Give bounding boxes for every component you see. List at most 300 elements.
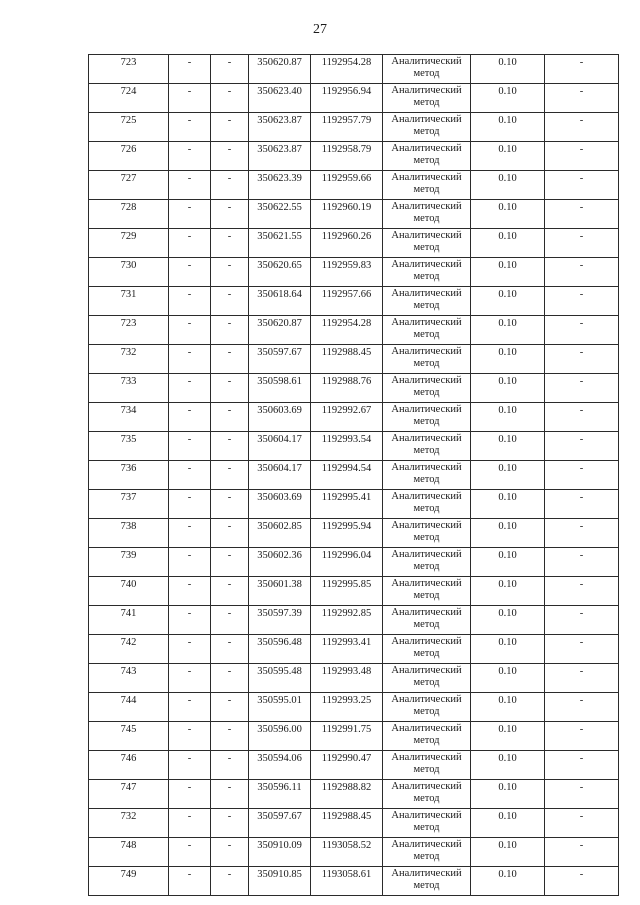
method-label-line1: Аналитический [391,259,462,270]
table-row [89,809,619,838]
dash-cell: - [211,867,249,896]
dash-cell: - [211,432,249,461]
dash-cell: - [169,432,211,461]
dash-cell: - [211,200,249,229]
method-cell [383,345,471,374]
dash-cell: - [169,171,211,200]
point-number-cell: 744 [89,693,169,722]
y-coordinate-cell: 1192996.04 [311,548,383,577]
x-coordinate-cell: 350622.55 [249,200,311,229]
dash-cell: - [211,780,249,809]
method-cell [383,635,471,664]
dash-cell: - [169,751,211,780]
dash-cell: - [211,751,249,780]
y-coordinate-cell: 1192957.79 [311,113,383,142]
method-cell [383,664,471,693]
dash-cell: - [169,84,211,113]
method-label-line2: метод [413,415,440,427]
table-row [89,664,619,693]
point-number-cell: 723 [89,316,169,345]
dash-cell: - [211,113,249,142]
dash-cell: - [211,374,249,403]
method-cell [383,548,471,577]
table-row [89,200,619,229]
y-coordinate-cell: 1192995.85 [311,577,383,606]
x-coordinate-cell: 350620.65 [249,258,311,287]
method-label-line2: метод [413,821,440,833]
x-coordinate-cell: 350597.67 [249,809,311,838]
method-label-line2: метод [413,589,440,601]
dash-cell: - [211,258,249,287]
table-row [89,461,619,490]
method-label-line2: метод [413,299,440,311]
method-label-line2: метод [413,386,440,398]
method-label-line1: Аналитический [391,317,462,328]
note-cell: - [545,142,619,171]
method-label-line1: Аналитический [391,607,462,618]
note-cell: - [545,84,619,113]
method-label-line2: метод [413,444,440,456]
point-number-cell: 737 [89,490,169,519]
accuracy-cell: 0.10 [471,142,545,171]
note-cell: - [545,461,619,490]
table-row [89,258,619,287]
method-label-line1: Аналитический [391,636,462,647]
y-coordinate-cell: 1192993.48 [311,664,383,693]
table-row [89,374,619,403]
point-number-cell: 733 [89,374,169,403]
table-row [89,84,619,113]
y-coordinate-cell: 1193058.52 [311,838,383,867]
y-coordinate-cell: 1192957.66 [311,287,383,316]
note-cell: - [545,113,619,142]
method-label-line1: Аналитический [391,810,462,821]
dash-cell: - [211,693,249,722]
dash-cell: - [169,258,211,287]
dash-cell: - [211,229,249,258]
table-row [89,287,619,316]
method-label-line1: Аналитический [391,665,462,676]
method-cell [383,113,471,142]
dash-cell: - [169,200,211,229]
method-cell [383,577,471,606]
point-number-cell: 742 [89,635,169,664]
x-coordinate-cell: 350910.09 [249,838,311,867]
note-cell: - [545,316,619,345]
method-label-line1: Аналитический [391,520,462,531]
method-cell [383,780,471,809]
method-label-line2: метод [413,125,440,137]
accuracy-cell: 0.10 [471,171,545,200]
note-cell: - [545,55,619,84]
table-row [89,55,619,84]
note-cell: - [545,432,619,461]
accuracy-cell: 0.10 [471,780,545,809]
dash-cell: - [211,461,249,490]
dash-cell: - [169,577,211,606]
x-coordinate-cell: 350604.17 [249,461,311,490]
y-coordinate-cell: 1192988.45 [311,809,383,838]
accuracy-cell: 0.10 [471,809,545,838]
accuracy-cell: 0.10 [471,84,545,113]
note-cell: - [545,403,619,432]
point-number-cell: 736 [89,461,169,490]
x-coordinate-cell: 350620.87 [249,316,311,345]
y-coordinate-cell: 1192988.82 [311,780,383,809]
note-cell: - [545,780,619,809]
dash-cell: - [169,519,211,548]
table-row [89,838,619,867]
dash-cell: - [211,577,249,606]
accuracy-cell: 0.10 [471,432,545,461]
dash-cell: - [211,55,249,84]
dash-cell: - [211,171,249,200]
method-cell [383,55,471,84]
accuracy-cell: 0.10 [471,403,545,432]
method-label-line1: Аналитический [391,114,462,125]
method-label-line2: метод [413,270,440,282]
accuracy-cell: 0.10 [471,229,545,258]
page-number: 27 [313,22,327,37]
dash-cell: - [169,809,211,838]
point-number-cell: 743 [89,664,169,693]
method-label-line2: метод [413,850,440,862]
method-label-line2: метод [413,183,440,195]
dash-cell: - [169,461,211,490]
table-row [89,229,619,258]
note-cell: - [545,229,619,258]
x-coordinate-cell: 350603.69 [249,403,311,432]
accuracy-cell: 0.10 [471,577,545,606]
dash-cell: - [169,490,211,519]
dash-cell: - [211,345,249,374]
method-cell [383,867,471,896]
accuracy-cell: 0.10 [471,316,545,345]
method-label-line1: Аналитический [391,288,462,299]
method-label-line1: Аналитический [391,201,462,212]
x-coordinate-cell: 350604.17 [249,432,311,461]
note-cell: - [545,722,619,751]
point-number-cell: 740 [89,577,169,606]
accuracy-cell: 0.10 [471,722,545,751]
method-label-line1: Аналитический [391,404,462,415]
point-number-cell: 725 [89,113,169,142]
note-cell: - [545,345,619,374]
x-coordinate-cell: 350618.64 [249,287,311,316]
accuracy-cell: 0.10 [471,55,545,84]
y-coordinate-cell: 1192993.25 [311,693,383,722]
y-coordinate-cell: 1192988.45 [311,345,383,374]
accuracy-cell: 0.10 [471,374,545,403]
note-cell: - [545,664,619,693]
method-label-line2: метод [413,618,440,630]
method-label-line2: метод [413,212,440,224]
method-cell [383,490,471,519]
accuracy-cell: 0.10 [471,287,545,316]
method-label-line1: Аналитический [391,230,462,241]
y-coordinate-cell: 1192959.83 [311,258,383,287]
method-label-line1: Аналитический [391,723,462,734]
y-coordinate-cell: 1192988.76 [311,374,383,403]
method-label-line2: метод [413,676,440,688]
dash-cell: - [169,55,211,84]
method-label-line2: метод [413,531,440,543]
method-label-line2: метод [413,154,440,166]
y-coordinate-cell: 1192960.26 [311,229,383,258]
point-number-cell: 728 [89,200,169,229]
method-label-line1: Аналитический [391,839,462,850]
method-cell [383,403,471,432]
y-coordinate-cell: 1192956.94 [311,84,383,113]
method-cell [383,316,471,345]
method-cell [383,809,471,838]
note-cell: - [545,490,619,519]
accuracy-cell: 0.10 [471,200,545,229]
y-coordinate-cell: 1192994.54 [311,461,383,490]
accuracy-cell: 0.10 [471,664,545,693]
accuracy-cell: 0.10 [471,751,545,780]
x-coordinate-cell: 350595.01 [249,693,311,722]
note-cell: - [545,287,619,316]
dash-cell: - [169,403,211,432]
x-coordinate-cell: 350621.55 [249,229,311,258]
method-label-line2: метод [413,241,440,253]
point-number-cell: 739 [89,548,169,577]
point-number-cell: 748 [89,838,169,867]
point-number-cell: 746 [89,751,169,780]
x-coordinate-cell: 350597.39 [249,606,311,635]
method-cell [383,171,471,200]
x-coordinate-cell: 350596.48 [249,635,311,664]
y-coordinate-cell: 1192993.54 [311,432,383,461]
method-cell [383,693,471,722]
method-label-line1: Аналитический [391,694,462,705]
x-coordinate-cell: 350623.39 [249,171,311,200]
method-cell [383,258,471,287]
table-row [89,171,619,200]
table-row [89,113,619,142]
accuracy-cell: 0.10 [471,490,545,519]
dash-cell: - [211,490,249,519]
dash-cell: - [169,664,211,693]
method-label-line1: Аналитический [391,172,462,183]
dash-cell: - [211,142,249,171]
table-row [89,316,619,345]
dash-cell: - [169,548,211,577]
table-row [89,345,619,374]
dash-cell: - [211,809,249,838]
method-label-line2: метод [413,67,440,79]
accuracy-cell: 0.10 [471,113,545,142]
method-cell [383,722,471,751]
note-cell: - [545,258,619,287]
table-row [89,548,619,577]
y-coordinate-cell: 1192954.28 [311,316,383,345]
table-row [89,432,619,461]
method-label-line1: Аналитический [391,462,462,473]
note-cell: - [545,606,619,635]
method-label-line2: метод [413,763,440,775]
dash-cell: - [211,84,249,113]
dash-cell: - [169,287,211,316]
x-coordinate-cell: 350623.87 [249,113,311,142]
method-label-line1: Аналитический [391,85,462,96]
table-row [89,577,619,606]
method-cell [383,200,471,229]
accuracy-cell: 0.10 [471,258,545,287]
method-label-line1: Аналитический [391,752,462,763]
dash-cell: - [211,403,249,432]
x-coordinate-cell: 350595.48 [249,664,311,693]
coordinates-table-body [89,55,619,896]
dash-cell: - [211,635,249,664]
dash-cell: - [211,664,249,693]
table-row [89,606,619,635]
dash-cell: - [169,838,211,867]
x-coordinate-cell: 350623.87 [249,142,311,171]
point-number-cell: 731 [89,287,169,316]
method-label-line2: метод [413,357,440,369]
table-row [89,403,619,432]
accuracy-cell: 0.10 [471,548,545,577]
y-coordinate-cell: 1192992.85 [311,606,383,635]
point-number-cell: 727 [89,171,169,200]
method-label-line1: Аналитический [391,781,462,792]
method-cell [383,432,471,461]
point-number-cell: 724 [89,84,169,113]
method-label-line1: Аналитический [391,56,462,67]
dash-cell: - [169,113,211,142]
note-cell: - [545,809,619,838]
y-coordinate-cell: 1192959.66 [311,171,383,200]
point-number-cell: 749 [89,867,169,896]
point-number-cell: 735 [89,432,169,461]
x-coordinate-cell: 350601.38 [249,577,311,606]
note-cell: - [545,577,619,606]
dash-cell: - [169,867,211,896]
accuracy-cell: 0.10 [471,693,545,722]
method-cell [383,142,471,171]
dash-cell: - [211,548,249,577]
dash-cell: - [169,316,211,345]
table-row [89,490,619,519]
table-row [89,693,619,722]
accuracy-cell: 0.10 [471,345,545,374]
method-label-line1: Аналитический [391,433,462,444]
coordinates-table [88,54,619,896]
x-coordinate-cell: 350910.85 [249,867,311,896]
y-coordinate-cell: 1192993.41 [311,635,383,664]
y-coordinate-cell: 1192990.47 [311,751,383,780]
dash-cell: - [169,229,211,258]
method-label-line1: Аналитический [391,549,462,560]
point-number-cell: 732 [89,809,169,838]
note-cell: - [545,693,619,722]
x-coordinate-cell: 350623.40 [249,84,311,113]
method-label-line2: метод [413,473,440,485]
point-number-cell: 745 [89,722,169,751]
accuracy-cell: 0.10 [471,606,545,635]
y-coordinate-cell: 1192991.75 [311,722,383,751]
dash-cell: - [211,838,249,867]
point-number-cell: 738 [89,519,169,548]
note-cell: - [545,548,619,577]
method-cell [383,374,471,403]
method-cell [383,838,471,867]
point-number-cell: 726 [89,142,169,171]
dash-cell: - [169,374,211,403]
x-coordinate-cell: 350598.61 [249,374,311,403]
method-label-line1: Аналитический [391,143,462,154]
accuracy-cell: 0.10 [471,461,545,490]
table-row [89,722,619,751]
method-cell [383,229,471,258]
method-cell [383,519,471,548]
note-cell: - [545,635,619,664]
point-number-cell: 747 [89,780,169,809]
method-label-line2: метод [413,879,440,891]
dash-cell: - [169,722,211,751]
note-cell: - [545,867,619,896]
y-coordinate-cell: 1192995.94 [311,519,383,548]
point-number-cell: 734 [89,403,169,432]
note-cell: - [545,838,619,867]
x-coordinate-cell: 350603.69 [249,490,311,519]
table-row [89,142,619,171]
dash-cell: - [211,519,249,548]
note-cell: - [545,200,619,229]
note-cell: - [545,374,619,403]
y-coordinate-cell: 1192960.19 [311,200,383,229]
accuracy-cell: 0.10 [471,635,545,664]
note-cell: - [545,751,619,780]
accuracy-cell: 0.10 [471,838,545,867]
point-number-cell: 723 [89,55,169,84]
dash-cell: - [211,606,249,635]
accuracy-cell: 0.10 [471,867,545,896]
method-label-line1: Аналитический [391,491,462,502]
y-coordinate-cell: 1193058.61 [311,867,383,896]
dash-cell: - [169,345,211,374]
point-number-cell: 730 [89,258,169,287]
method-label-line1: Аналитический [391,375,462,386]
dash-cell: - [169,142,211,171]
method-label-line1: Аналитический [391,346,462,357]
note-cell: - [545,519,619,548]
method-label-line1: Аналитический [391,868,462,879]
x-coordinate-cell: 350596.00 [249,722,311,751]
method-label-line2: метод [413,328,440,340]
method-cell [383,287,471,316]
x-coordinate-cell: 350620.87 [249,55,311,84]
method-cell [383,461,471,490]
x-coordinate-cell: 350602.36 [249,548,311,577]
y-coordinate-cell: 1192954.28 [311,55,383,84]
method-label-line2: метод [413,705,440,717]
y-coordinate-cell: 1192995.41 [311,490,383,519]
table-row [89,519,619,548]
y-coordinate-cell: 1192992.67 [311,403,383,432]
method-label-line2: метод [413,792,440,804]
x-coordinate-cell: 350594.06 [249,751,311,780]
dash-cell: - [169,780,211,809]
method-cell [383,606,471,635]
method-label-line1: Аналитический [391,578,462,589]
note-cell: - [545,171,619,200]
y-coordinate-cell: 1192958.79 [311,142,383,171]
method-label-line2: метод [413,560,440,572]
table-row [89,780,619,809]
